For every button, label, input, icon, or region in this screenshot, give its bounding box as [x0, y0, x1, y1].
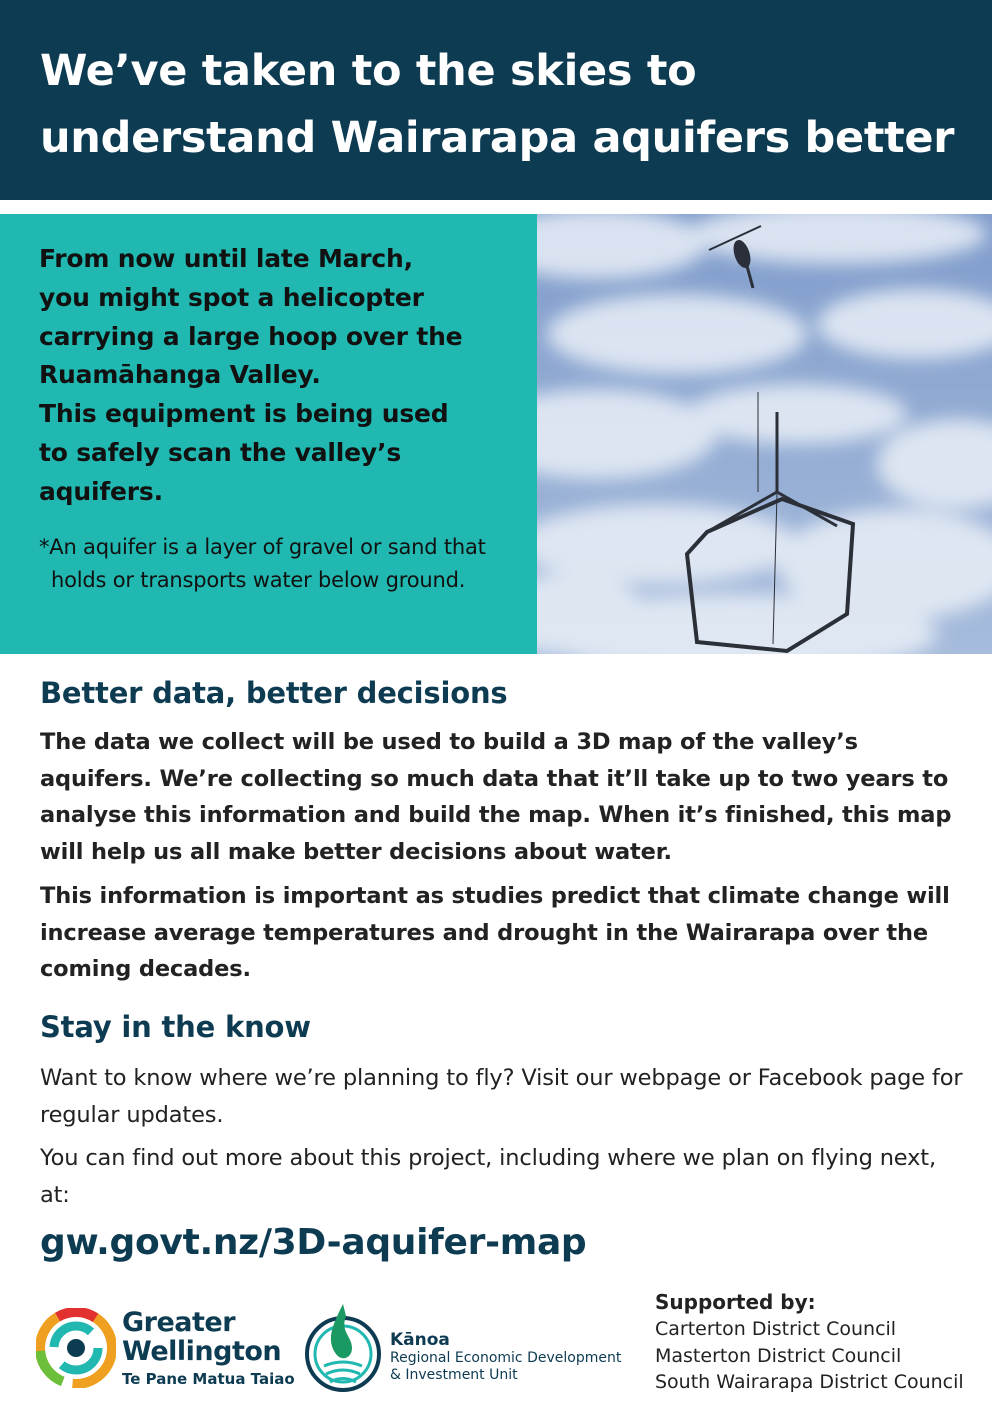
intro-line: Ruamāhanga Valley. [39, 360, 321, 390]
kanoa-logo-icon [302, 1296, 384, 1394]
title-line-2: understand Wairarapa aquifers better [40, 113, 955, 163]
kanoa-line-2: Regional Economic Development [390, 1350, 622, 1366]
intro-text [39, 240, 519, 512]
stay-in-know-heading: Stay in the know [40, 1010, 311, 1044]
kanoa-wordmark [390, 1330, 621, 1384]
supported-by-block [655, 1288, 975, 1396]
gw-line-1: Greater [122, 1307, 236, 1338]
kanoa-line-1: Kānoa [390, 1330, 450, 1350]
stay-paragraph-2: You can find out more about this project, including where we plan on flying next, at: [40, 1145, 936, 1208]
intro-line: aquifers. [39, 476, 163, 506]
better-data-paragraph-1: The data we collect will be used to build a 3D map of the valley’s aquifers. We’re collecting so much data that it’ll take up to two years to analyse this information and build the map. When it’s finished, this map will help us all make better decisions about water. [40, 729, 952, 866]
council-name: Masterton District Council [655, 1344, 902, 1367]
intro-line: you might spot a helicopter [39, 282, 424, 312]
greater-wellington-wordmark [122, 1308, 295, 1390]
page-title [40, 38, 970, 172]
intro-line: carrying a large hoop over the [39, 321, 463, 351]
intro-line: This equipment is being used [39, 399, 449, 429]
helicopter-hoop-image [537, 214, 992, 654]
intro-line: From now until late March, [39, 244, 413, 273]
council-name: South Wairarapa District Council [655, 1371, 964, 1393]
aquifer-footnote: *An aquifer is a layer of gravel or sand that holds or transports water below ground. [39, 535, 486, 592]
stay-paragraph-1: Want to know where we’re planning to fly? Visit our webpage or Facebook page for regular updates. [40, 1065, 963, 1128]
greater-wellington-logo-icon [36, 1308, 116, 1388]
kanoa-line-3: & Investment Unit [390, 1367, 518, 1383]
intro-line: to safely scan the valley’s [39, 437, 401, 467]
council-name: Carterton District Council [655, 1318, 897, 1340]
supported-by-title: Supported by: [655, 1290, 816, 1314]
gw-line-2: Wellington [122, 1336, 282, 1367]
helicopter-photo [537, 214, 992, 654]
project-url-link[interactable]: gw.govt.nz/3D-aquifer-map [40, 1222, 587, 1263]
better-data-paragraph-2: This information is important as studies predict that climate change will increase average temperatures and drought in the Wairarapa over the coming decades. [40, 883, 950, 983]
gw-line-3: Te Pane Matua Taiao [122, 1370, 295, 1388]
title-line-1: We’ve taken to the skies to [40, 46, 697, 96]
header-banner [0, 0, 992, 200]
better-data-heading: Better data, better decisions [40, 676, 508, 710]
